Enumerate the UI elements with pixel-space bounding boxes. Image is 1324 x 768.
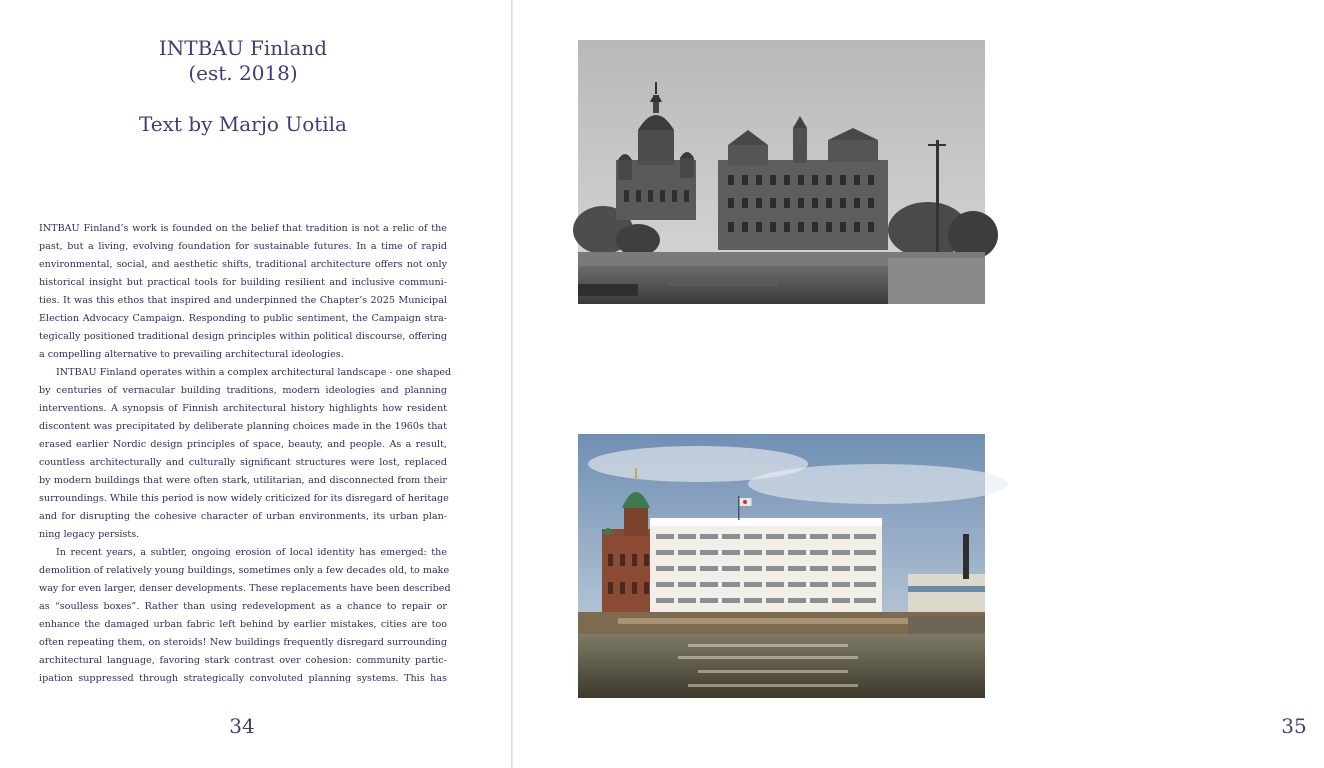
body-line: environmental, social, and aesthetic shifts, traditional architecture offers not only bbox=[39, 259, 447, 270]
body-line: historical insight but practical tools for building resilient and inclusive communi- bbox=[39, 277, 447, 288]
page-number-right: 35 bbox=[1281, 714, 1307, 738]
body-line: ipation suppressed through strategically convoluted planning systems. This has bbox=[39, 673, 447, 684]
body-line: countless architecturally and culturally significant structures were lost, replaced bbox=[39, 457, 447, 468]
body-text bbox=[39, 220, 452, 688]
body-line: enhance the damaged urban fabric left behind by earlier mistakes, cities are too bbox=[39, 619, 447, 630]
body-line: INTBAU Finland’s work is founded on the belief that tradition is not a relic of the bbox=[39, 223, 447, 234]
body-line: discontent was precipitated by deliberate planning choices made in the 1960s that bbox=[39, 421, 447, 432]
title-line-1: INTBAU Finland bbox=[158, 36, 328, 60]
photo-cathedral-color bbox=[578, 434, 985, 698]
body-line: architectural language, favoring stark contrast over cohesion: community partic- bbox=[39, 655, 447, 666]
photo-cathedral-bw bbox=[578, 40, 985, 304]
body-line: erased earlier Nordic design principles of space, beauty, and people. As a result, bbox=[39, 439, 447, 450]
body-line: way for even larger, denser developments. These replacements have been described bbox=[39, 583, 451, 594]
body-line: and for disrupting the cohesive character of urban environments, its urban plan- bbox=[39, 511, 447, 522]
body-line: as “soulless boxes”. Rather than using redevelopment as a chance to repair or bbox=[39, 601, 447, 612]
body-line: interventions. A synopsis of Finnish architectural history highlights how resident bbox=[39, 403, 447, 414]
body-line: tegically positioned traditional design principles within political discourse, offering bbox=[39, 331, 447, 342]
body-line: ties. It was this ethos that inspired and underpinned the Chapter’s 2025 Municipal bbox=[39, 295, 447, 306]
body-line: INTBAU Finland operates within a complex architectural landscape - one shaped bbox=[56, 367, 452, 378]
photo-cathedral-bw-image bbox=[578, 40, 985, 304]
author-byline: Text by Marjo Uotila bbox=[139, 112, 347, 136]
article-title bbox=[0, 36, 486, 86]
body-line: a compelling alternative to prevailing architectural ideologies. bbox=[39, 349, 344, 360]
title-line-2: (est. 2018) bbox=[188, 61, 298, 85]
body-line: past, but a living, evolving foundation for sustainable futures. In a time of rapid bbox=[39, 241, 447, 252]
body-line: often repeating them, on steroids! New buildings frequently disregard surrounding bbox=[39, 637, 447, 648]
body-line: demolition of relatively young buildings, sometimes only a few decades old, to make bbox=[39, 565, 450, 576]
body-line: Election Advocacy Campaign. Responding to public sentiment, the Campaign stra- bbox=[39, 313, 447, 324]
body-line: by modern buildings that were often stark, utilitarian, and disconnected from their bbox=[39, 475, 447, 486]
page-number-left: 34 bbox=[229, 714, 255, 738]
body-line: by centuries of vernacular building traditions, modern ideologies and planning bbox=[39, 385, 447, 396]
photo-cathedral-color-image bbox=[578, 434, 985, 698]
body-line: In recent years, a subtler, ongoing erosion of local identity has emerged: the bbox=[56, 547, 447, 558]
left-page bbox=[0, 0, 511, 768]
body-line: surroundings. While this period is now widely criticized for its disregard of heritage bbox=[39, 493, 449, 504]
body-line: ning legacy persists. bbox=[39, 529, 140, 540]
